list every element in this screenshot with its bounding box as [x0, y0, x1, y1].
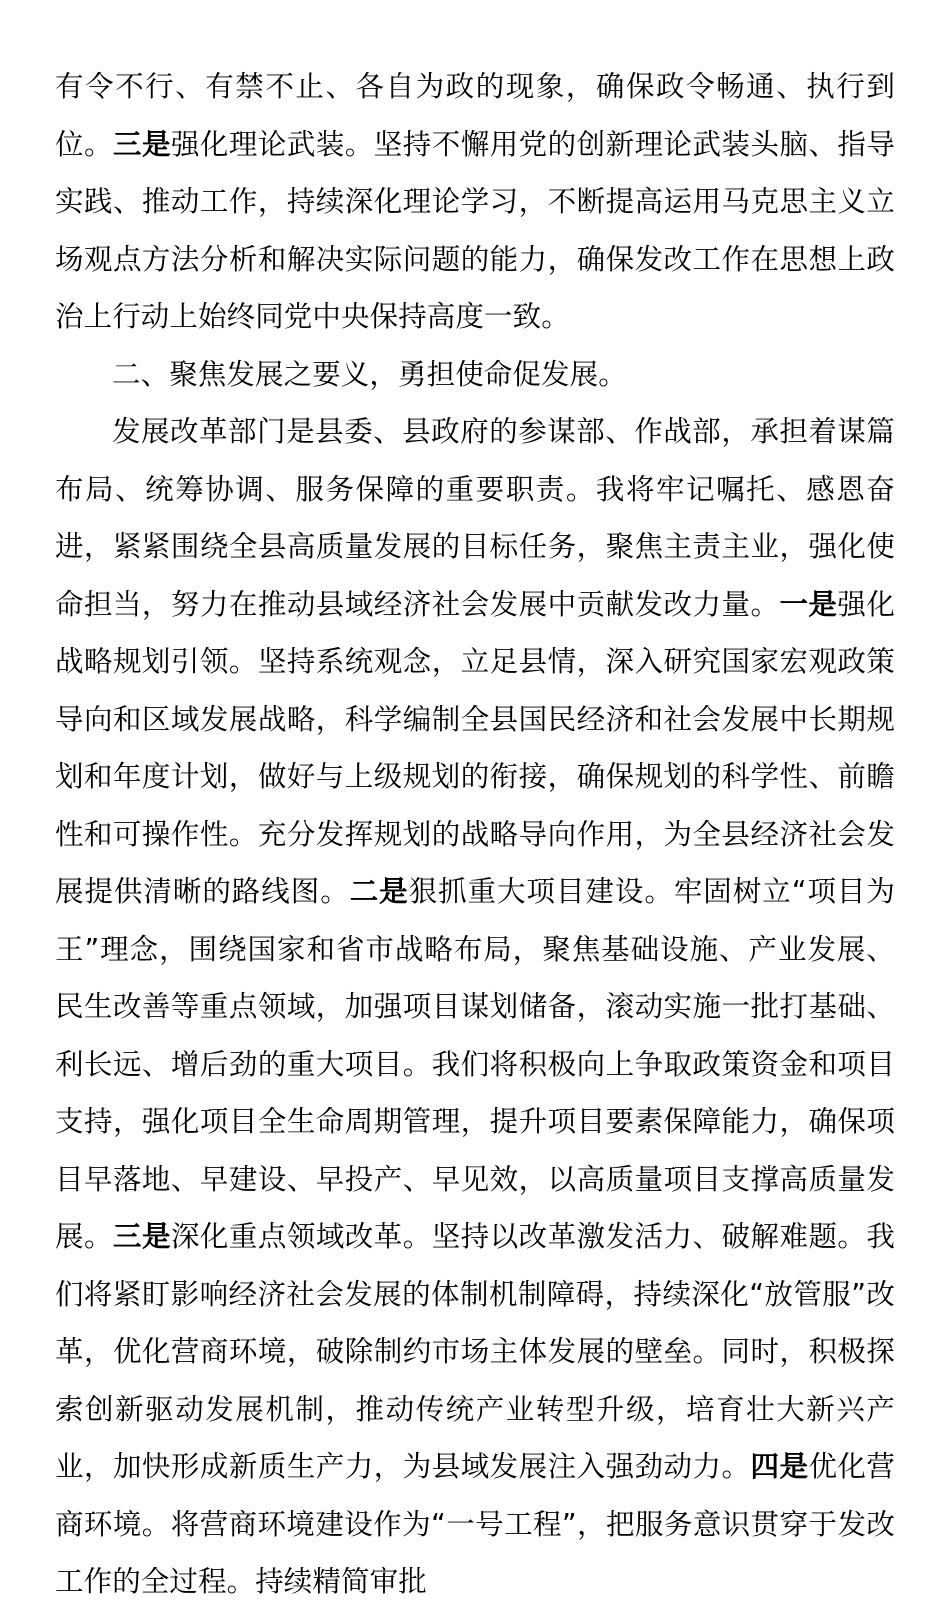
- text-run: 优化营商环境。将营商环境建设作为“一号工程”，把服务意识贯穿于发改工作的全过程。持续精简审批: [55, 1450, 895, 1598]
- text-run: 有令不行、有禁不止、各自为政的现象，确保政令畅通、执行到位。: [55, 70, 895, 161]
- emphasis-run: 一是: [779, 587, 838, 621]
- text-run: 深化重点领域改革。坚持以改革激发活力、破解难题。我们将紧盯影响经济社会发展的体制机制障碍，持续深化“放管服”改革，优化营商环境，破除制约市场主体发展的壁垒。同时，积极探索创新驱动发展机制，推动传统产业转型升级，培育壮大新兴产业，加快形成新质生产力，为县域发展注入强劲动力。: [55, 1220, 896, 1483]
- text-run: 二、聚焦发展之要义，勇担使命促发展。: [112, 357, 627, 391]
- paragraph: [55, 403, 895, 1611]
- text-run: 强化战略规划引领。坚持系统观念，立足县情，深入研究国家宏观政策导向和区域发展战略，科学编制全县国民经济和社会发展中长期规划和年度计划，做好与上级规划的衔接，确保规划的科学性、前瞻性和可操作性。充分发挥规划的战略导向作用，为全县经济社会发展提供清晰的路线图。: [55, 587, 896, 908]
- document-body: [55, 58, 895, 1611]
- emphasis-run: 四是: [750, 1450, 809, 1483]
- paragraph: [55, 58, 895, 346]
- emphasis-run: 三是: [112, 1220, 171, 1253]
- text-run: 发展改革部门是县委、县政府的参谋部、作战部，承担着谋篇布局、统筹协调、服务保障的重要职责。我将牢记嘱托、感恩奋进，紧紧围绕全县高质量发展的目标任务，聚焦主责主业，强化使命担当，努力在推动县域经济社会发展中贡献发改力量。: [55, 415, 895, 621]
- paragraph: [55, 346, 895, 404]
- text-run: 强化理论武装。坚持不懈用党的创新理论武装头脑、指导实践、推动工作，持续深化理论学习，不断提高运用马克思主义立场观点方法分析和解决实际问题的能力，确保发改工作在思想上政治上行动上始终同党中央保持高度一致。: [55, 127, 896, 333]
- emphasis-run: 二是: [349, 875, 409, 908]
- text-run: 狠抓重大项目建设。牢固树立“项目为王”理念，围绕国家和省市战略布局，聚焦基础设施、产业发展、民生改善等重点领域，加强项目谋划储备，滚动实施一批打基础、利长远、增后劲的重大项目。我们将积极向上争取政策资金和项目支持，强化项目全生命周期管理，提升项目要素保障能力，确保项目早落地、早建设、早投产、早见效，以高质量项目支撑高质量发展。: [55, 875, 895, 1253]
- emphasis-run: 三是: [112, 127, 171, 161]
